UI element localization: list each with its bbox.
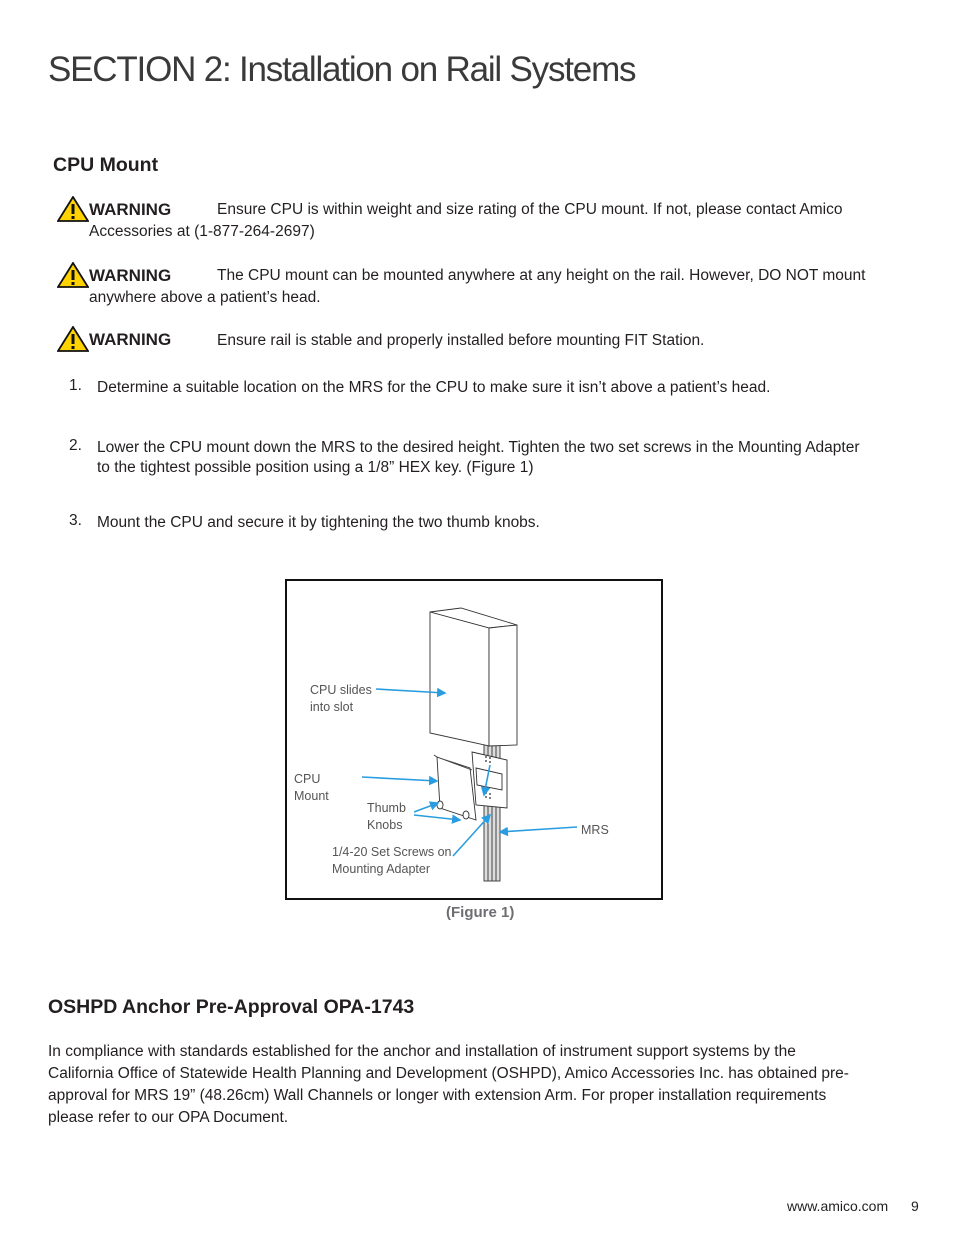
step-number: 1.	[69, 377, 82, 394]
label-thumb-knobs: Thumb Knobs	[367, 801, 406, 832]
warning-text: Ensure CPU is within weight and size rating of the CPU mount. If not, please contact Amico	[217, 201, 843, 218]
section-heading-oshpd: OSHPD Anchor Pre-Approval OPA-1743	[48, 996, 415, 1018]
warning-icon	[57, 262, 89, 288]
warning-text: The CPU mount can be mounted anywhere at any height on the rail. However, DO NOT mount	[217, 267, 866, 284]
label-cpu-mount: CPU Mount	[294, 772, 329, 803]
warning-label: WARNING	[89, 330, 172, 349]
warning-icon	[57, 196, 89, 222]
paragraph-line: In compliance with standards established for the anchor and installation of instrument support systems by the	[48, 1043, 796, 1060]
warning-text: Accessories at (1-877-264-2697)	[89, 223, 315, 240]
step-text: to the tightest possible position using a 1/8” HEX key. (Figure 1)	[97, 459, 534, 476]
warning-text: anywhere above a patient’s head.	[89, 289, 321, 306]
page-number: 9	[911, 1198, 919, 1214]
label-mrs: MRS	[581, 823, 609, 837]
figure-1	[285, 579, 663, 900]
step-number: 2.	[69, 437, 82, 454]
figure-caption: (Figure 1)	[446, 904, 515, 921]
label-cpu-slides: CPU slides into slot	[310, 683, 372, 714]
footer-url[interactable]: www.amico.com	[787, 1198, 889, 1214]
step-text: Lower the CPU mount down the MRS to the desired height. Tighten the two set screws in the Mounting Adapter	[97, 439, 860, 456]
step-text: Mount the CPU and secure it by tightening the two thumb knobs.	[97, 514, 540, 531]
paragraph-line: approval for MRS 19” (48.26cm) Wall Channels or longer with extension Arm. For proper installation requirements	[48, 1087, 827, 1104]
label-set-screws: 1/4-20 Set Screws on Mounting Adapter	[332, 845, 452, 876]
step-number: 3.	[69, 512, 82, 529]
section-heading-cpu-mount: CPU Mount	[53, 154, 159, 176]
paragraph-line: California Office of Statewide Health Planning and Development (OSHPD), Amico Accessories Inc. has obtained pre-	[48, 1065, 849, 1082]
paragraph-line: please refer to our OPA Document.	[48, 1109, 289, 1126]
step-text: Determine a suitable location on the MRS for the CPU to make sure it isn’t above a patient’s head.	[97, 379, 771, 396]
warning-label: WARNING	[89, 200, 172, 219]
warning-text: Ensure rail is stable and properly installed before mounting FIT Station.	[217, 332, 705, 349]
page-title: SECTION 2: Installation on Rail Systems	[48, 50, 636, 89]
warning-label: WARNING	[89, 266, 172, 285]
warning-icon	[57, 326, 89, 352]
